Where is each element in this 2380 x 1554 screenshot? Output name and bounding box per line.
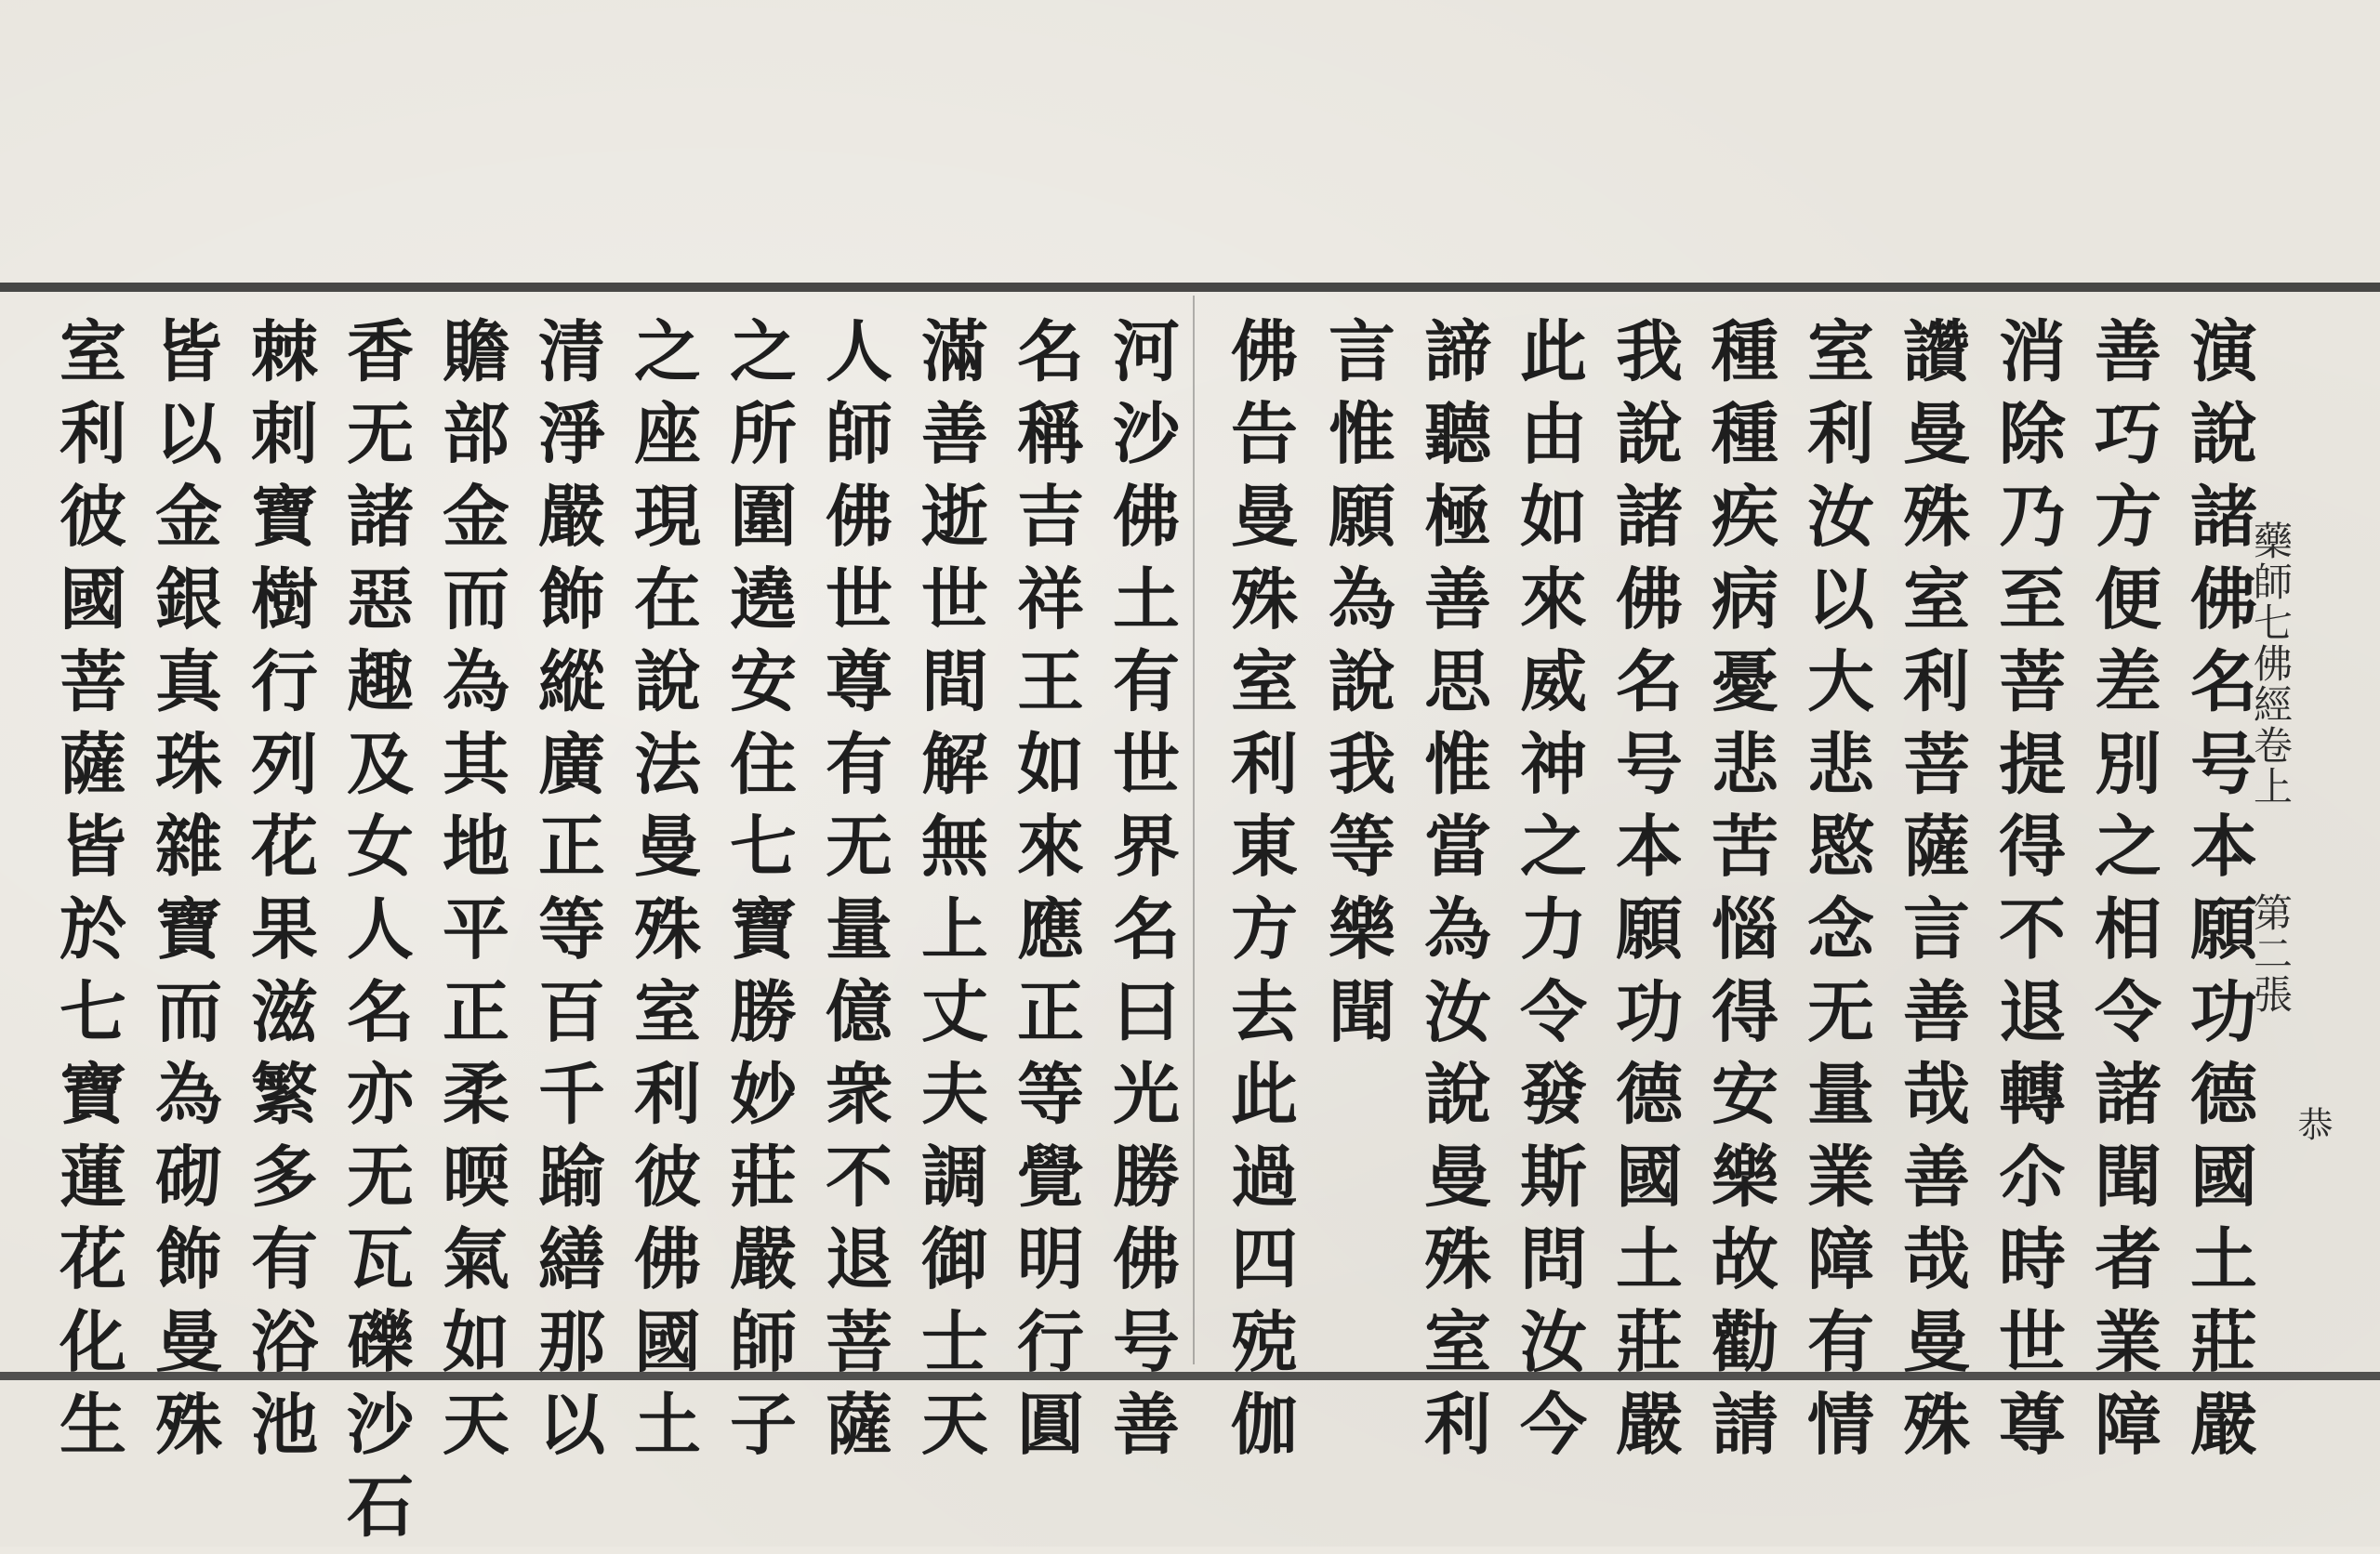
text-column: 清淨嚴飾縱廣正等百千踰繕那以	[527, 316, 606, 1472]
margin-page-number: 第二張	[2248, 892, 2294, 1015]
text-column: 棘刺寶樹行列花果滋繁多有浴池	[240, 316, 319, 1472]
text-column: 滿善逝世間解無上丈夫調御士天	[910, 316, 989, 1472]
text-column: 人師佛世尊有无量億衆不退菩薩	[814, 316, 893, 1472]
margin-sutra-title: 藥師七佛經卷上	[2248, 520, 2294, 807]
text-column: 贍部金而為其地平正柔㬉氣如天	[431, 316, 510, 1472]
text-column: 室利彼國菩薩皆於七寶蓮花化生	[48, 316, 127, 1472]
text-column: 此由如來威神之力令發斯問汝今	[1509, 316, 1588, 1472]
text-column: 室利汝以大悲愍念无量業障有情	[1796, 316, 1875, 1472]
text-column: 佛告曼殊室利東方去此過四殑伽	[1220, 316, 1299, 1472]
text-column: 我說諸佛名号本願功德國土莊嚴	[1605, 316, 1684, 1472]
text-column: 種種疾病憂悲苦惱得安樂故勸請	[1700, 316, 1779, 1472]
text-column: 河沙佛土有世界名曰光勝佛号善	[1102, 316, 1181, 1472]
text-column: 言惟願為說我等樂聞	[1317, 316, 1396, 1060]
text-column: 諦聽極善思惟當為汝說曼殊室利	[1413, 316, 1492, 1472]
text-column: 演說諸佛名号本願功德國土莊嚴	[2179, 316, 2258, 1472]
text-column: 善巧方便差別之相令諸聞者業障	[2083, 316, 2162, 1472]
text-column: 之所圍遶安住七寶勝妙莊嚴師子	[719, 316, 798, 1472]
margin-mark: 恭	[2292, 1106, 2333, 1141]
text-column: 之座現在說法曼殊室利彼佛國土	[623, 316, 702, 1472]
text-column: 名稱吉祥王如來應正等覺明行圓	[1006, 316, 1085, 1472]
text-column: 香无諸惡趣及女人名亦无瓦礫沙石	[336, 316, 415, 1554]
text-column: 消除乃至菩提得不退轉尒時世尊	[1988, 316, 2067, 1472]
text-column: 讚曼殊室利菩薩言善哉善哉曼殊	[1892, 316, 1971, 1472]
text-column: 皆以金銀真珠雜寶而為砌飾曼殊	[144, 316, 223, 1472]
